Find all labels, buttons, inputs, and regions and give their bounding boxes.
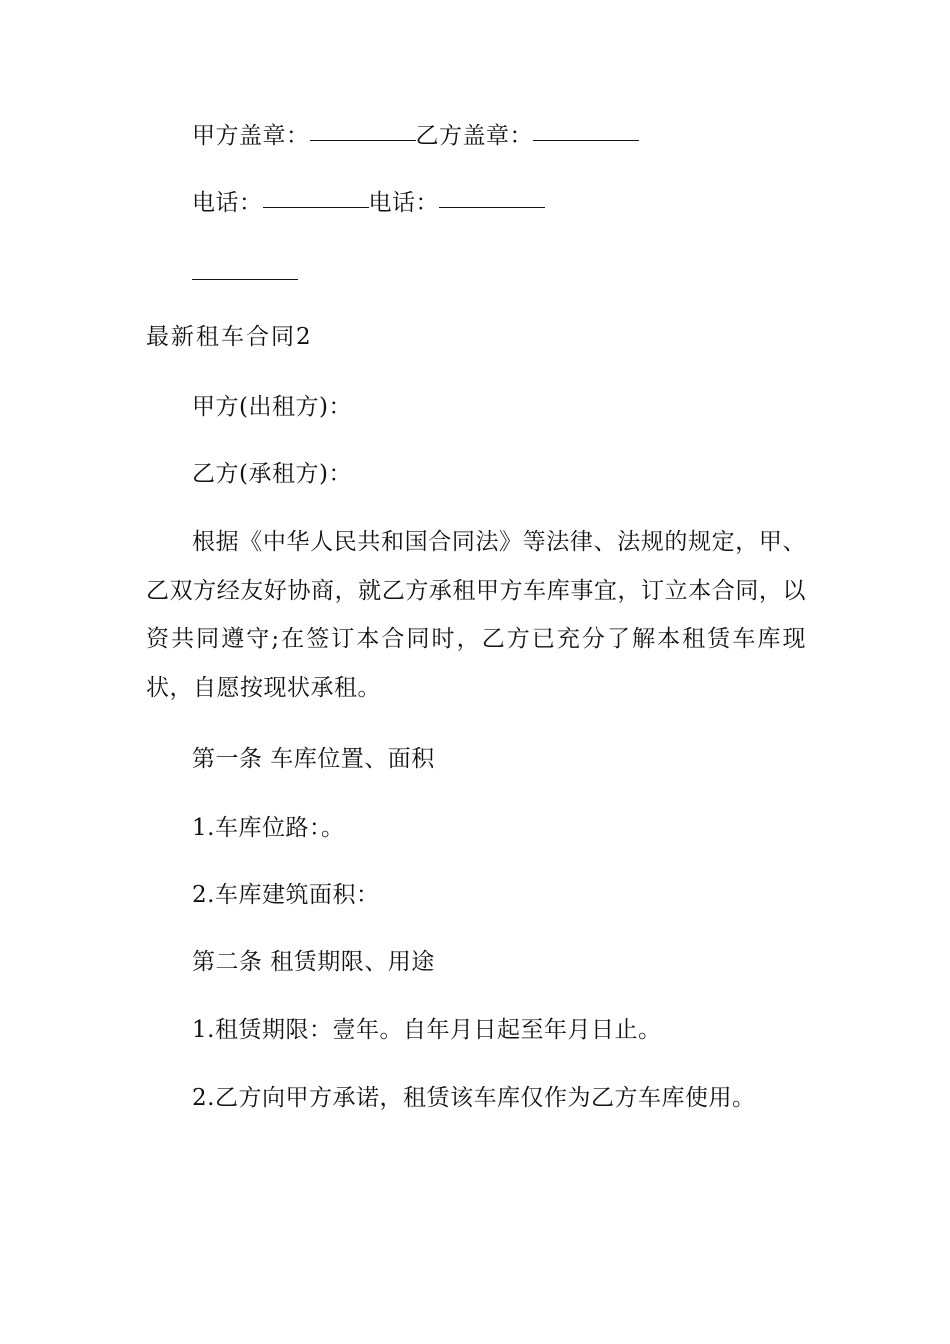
party-a-line: 甲方(出租方)：	[192, 394, 352, 420]
phone-a-label: 电话：	[192, 190, 263, 216]
party-b-seal-label: 乙方盖章：	[415, 123, 533, 149]
phone-b-label: 电话：	[368, 190, 439, 216]
article1-item2: 2.车库建筑面积：	[192, 882, 380, 908]
party-a-seal-blank	[310, 139, 416, 141]
phone-a-blank	[263, 206, 369, 208]
seal-line	[192, 121, 639, 151]
intro-paragraph: 根据《中华人民共和国合同法》等法律、法规的规定，甲、乙双方经友好协商，就乙方承租甲方车库事宜，订立本合同，以资共同遵守;在签订本合同时，乙方已充分了解本租赁车库现状，自愿按现状承租。	[146, 529, 806, 701]
article1-title: 第一条 车库位置、面积	[192, 746, 435, 772]
party-b-seal-blank	[533, 139, 639, 141]
article1-item1: 1.车库位路：。	[192, 815, 345, 841]
party-a-seal-label: 甲方盖章：	[192, 123, 310, 149]
article2-title: 第二条 租赁期限、用途	[192, 949, 435, 975]
phone-line	[192, 188, 545, 218]
section-title: 最新租车合同2	[146, 324, 313, 350]
party-b-line: 乙方(承租方)：	[192, 461, 352, 487]
article2-item1: 1.租赁期限：壹年。自年月日起至年月日止。	[192, 1017, 662, 1043]
phone-b-blank	[439, 206, 545, 208]
article2-item2: 2.乙方向甲方承诺，租赁该车库仅作为乙方车库使用。	[192, 1085, 756, 1111]
date-blank	[192, 279, 298, 280]
